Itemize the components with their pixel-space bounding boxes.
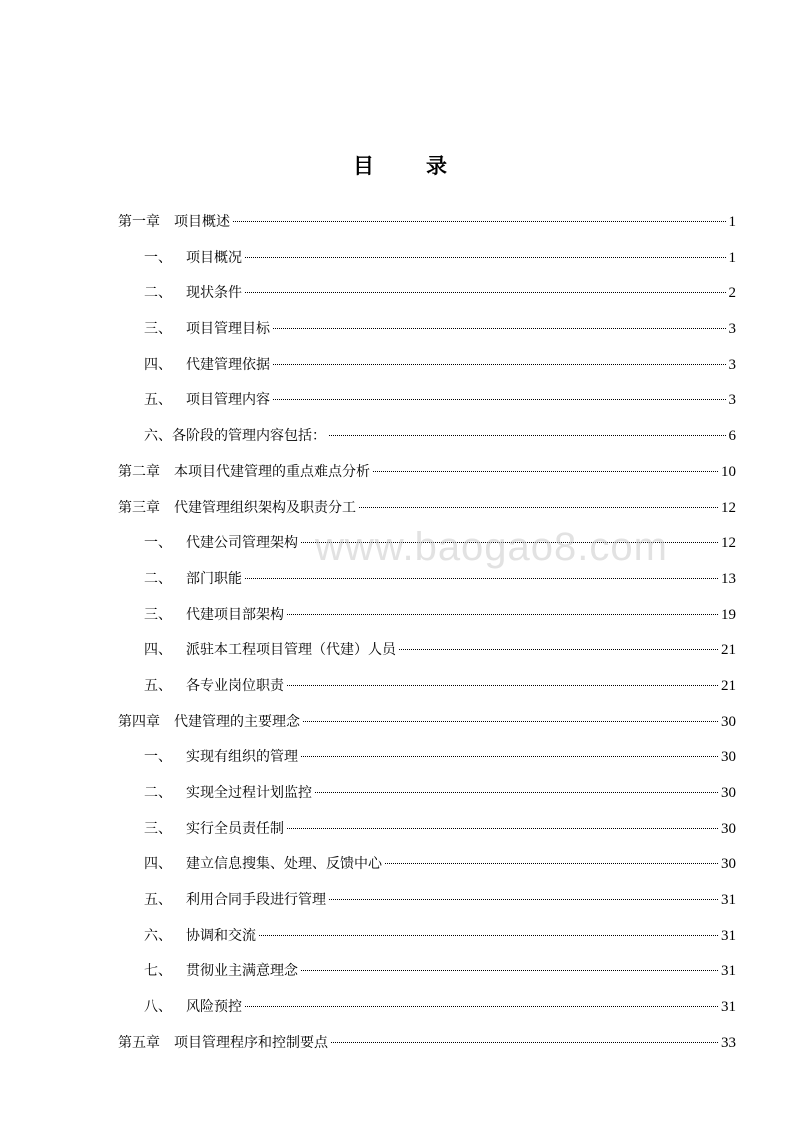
toc-entry-title: 六、各阶段的管理内容包括： xyxy=(144,428,326,445)
dot-leader xyxy=(273,399,726,400)
toc-entry-title: 建立信息搜集、处理、反馈中心 xyxy=(186,856,382,873)
toc-chapter-entry[interactable] xyxy=(118,1028,736,1064)
toc-entry-title: 贯彻业主满意理念 xyxy=(186,963,298,980)
toc-section-entry[interactable] xyxy=(118,350,736,386)
toc-page-number: 31 xyxy=(721,963,736,980)
toc-entry-title: 代建管理组织架构及职责分工 xyxy=(174,499,356,516)
toc-entry-title: 项目管理内容 xyxy=(186,392,270,409)
toc-entry-number: 四、 xyxy=(144,642,172,659)
dot-leader xyxy=(287,685,718,686)
dot-leader xyxy=(301,756,718,757)
toc-chapter-entry[interactable] xyxy=(118,707,736,743)
watermark: www.baogao8.com xyxy=(315,525,668,569)
toc-page-number: 3 xyxy=(728,356,736,373)
toc-entry-title: 实现全过程计划监控 xyxy=(186,785,312,801)
toc-entry-title: 利用合同手段进行管理 xyxy=(186,892,326,909)
toc-page-number: 3 xyxy=(728,321,736,338)
toc-section-entry[interactable] xyxy=(118,528,736,564)
toc-entry-number: 二、 xyxy=(144,285,172,302)
toc-entry-title: 各专业岗位职责 xyxy=(186,677,284,694)
toc-page-number: 3 xyxy=(728,392,736,409)
toc-entry-number: 三、 xyxy=(144,321,172,338)
toc-entry-number: 二、 xyxy=(144,570,172,587)
toc-entry-title: 实行全员责任制 xyxy=(186,820,284,837)
toc-entry-title: 代建管理依据 xyxy=(186,356,270,373)
toc-entry-number: 一、 xyxy=(144,749,172,766)
toc-page-number: 30 xyxy=(721,749,736,766)
dot-leader xyxy=(329,435,726,436)
toc-section-entry[interactable] xyxy=(118,600,736,636)
toc-entry-title: 实现有组织的管理 xyxy=(186,749,298,766)
toc-page-number: 1 xyxy=(728,214,736,230)
toc-section-entry[interactable] xyxy=(118,671,736,707)
dot-leader xyxy=(385,863,718,864)
toc-section-entry[interactable] xyxy=(118,314,736,350)
toc-entry-number: 第一章 xyxy=(118,214,160,230)
toc-section-entry[interactable] xyxy=(118,278,736,314)
toc-page-number: 31 xyxy=(721,999,736,1016)
title-char-1: 目 xyxy=(353,153,374,178)
toc-entry-number: 第四章 xyxy=(118,713,160,730)
toc-entry-number: 七、 xyxy=(144,963,172,980)
dot-leader xyxy=(359,507,718,508)
dot-leader xyxy=(287,828,718,829)
toc-section-entry[interactable] xyxy=(118,992,736,1028)
dot-leader xyxy=(331,1042,718,1043)
toc-entry-number: 一、 xyxy=(144,249,172,266)
toc-page-number: 30 xyxy=(721,785,736,801)
toc-entry-title: 派驻本工程项目管理（代建）人员 xyxy=(186,642,396,659)
dot-leader xyxy=(245,1006,718,1007)
dot-leader xyxy=(301,970,718,971)
dot-leader xyxy=(315,792,718,793)
toc-entry-number: 三、 xyxy=(144,820,172,837)
toc-page-number: 33 xyxy=(721,1034,736,1051)
toc-chapter-entry[interactable] xyxy=(118,207,736,243)
toc-page-number: 19 xyxy=(721,606,736,623)
toc-page-number: 30 xyxy=(721,820,736,837)
toc-entry-title: 代建管理的主要理念 xyxy=(174,713,300,730)
dot-leader xyxy=(245,257,726,258)
toc-page-number: 13 xyxy=(721,570,736,587)
toc-section-entry[interactable] xyxy=(118,849,736,885)
toc-page-number: 1 xyxy=(728,249,736,266)
table-of-contents xyxy=(118,207,736,1064)
toc-section-entry[interactable] xyxy=(118,742,736,778)
toc-page-number: 10 xyxy=(721,463,736,480)
dot-leader xyxy=(259,935,718,936)
toc-section-entry[interactable] xyxy=(118,421,736,457)
toc-page-number: 30 xyxy=(721,713,736,730)
toc-entry-number: 五、 xyxy=(144,392,172,409)
dot-leader xyxy=(273,328,726,329)
toc-page-number: 21 xyxy=(721,642,736,659)
toc-entry-title: 风险预控 xyxy=(186,999,242,1016)
toc-section-entry[interactable] xyxy=(118,921,736,957)
page-title xyxy=(0,150,800,180)
dot-leader xyxy=(287,614,718,615)
toc-entry-title: 现状条件 xyxy=(186,285,242,302)
toc-entry-title: 项目管理程序和控制要点 xyxy=(174,1034,328,1051)
toc-section-entry[interactable] xyxy=(118,814,736,850)
dot-leader xyxy=(273,364,726,365)
toc-entry-number: 三、 xyxy=(144,606,172,623)
toc-section-entry[interactable] xyxy=(118,243,736,279)
toc-page-number: 31 xyxy=(721,892,736,909)
toc-entry-title: 项目概况 xyxy=(186,249,242,266)
toc-page-number: 12 xyxy=(721,535,736,552)
toc-entry-title: 本项目代建管理的重点难点分析 xyxy=(174,463,370,480)
dot-leader xyxy=(373,471,718,472)
toc-entry-number: 四、 xyxy=(144,356,172,373)
toc-entry-title: 协调和交流 xyxy=(186,927,256,944)
toc-entry-number: 第五章 xyxy=(118,1034,160,1051)
toc-entry-title: 部门职能 xyxy=(186,570,242,587)
dot-leader xyxy=(399,649,718,650)
toc-entry-number: 八、 xyxy=(144,999,172,1016)
toc-page-number: 2 xyxy=(728,285,736,302)
dot-leader xyxy=(303,721,718,722)
toc-entry-number: 四、 xyxy=(144,856,172,873)
toc-entry-title: 项目概述 xyxy=(174,214,230,230)
toc-chapter-entry[interactable] xyxy=(118,457,736,493)
toc-entry-number: 五、 xyxy=(144,892,172,909)
toc-section-entry[interactable] xyxy=(118,956,736,992)
toc-page-number: 6 xyxy=(728,428,736,445)
toc-entry-number: 六、 xyxy=(144,927,172,944)
toc-section-entry[interactable] xyxy=(118,564,736,600)
toc-section-entry[interactable] xyxy=(118,885,736,921)
toc-page-number: 21 xyxy=(721,677,736,694)
dot-leader xyxy=(233,221,726,222)
toc-entry-number: 二、 xyxy=(144,785,172,801)
toc-entry-number: 第二章 xyxy=(118,463,160,480)
toc-entry-number: 第三章 xyxy=(118,499,160,516)
toc-page-number: 31 xyxy=(721,927,736,944)
dot-leader xyxy=(245,292,726,293)
toc-section-entry[interactable] xyxy=(118,385,736,421)
toc-chapter-entry[interactable] xyxy=(118,493,736,529)
toc-entry-title: 项目管理目标 xyxy=(186,321,270,338)
toc-section-entry[interactable] xyxy=(118,778,736,814)
toc-entry-number: 五、 xyxy=(144,677,172,694)
title-char-2: 录 xyxy=(426,153,447,178)
toc-entry-title: 代建公司管理架构 xyxy=(186,535,298,552)
toc-entry-number: 一、 xyxy=(144,535,172,552)
toc-section-entry[interactable] xyxy=(118,635,736,671)
toc-page-number: 30 xyxy=(721,856,736,873)
toc-page-number: 12 xyxy=(721,499,736,516)
dot-leader xyxy=(245,578,718,579)
toc-entry-title: 代建项目部架构 xyxy=(186,606,284,623)
dot-leader xyxy=(301,542,718,543)
dot-leader xyxy=(329,899,718,900)
